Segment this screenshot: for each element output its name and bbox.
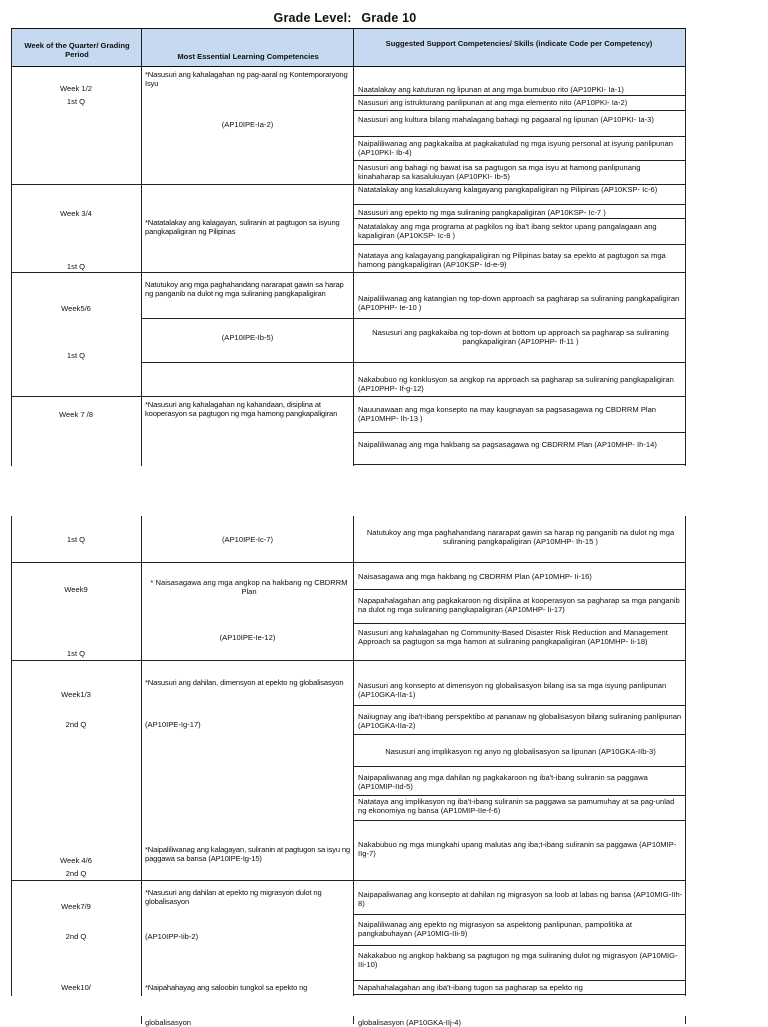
support-competency: Naipapaliwanag ang mga dahilan ng pagkakaroon ng iba't-ibang suliranin sa paggawa (AP10MIP-IId-5): [358, 773, 648, 792]
quarter-label: 2nd Q: [65, 720, 87, 729]
grade-level-value: Grade 10: [361, 11, 417, 25]
week-label: Week 3/4: [60, 209, 92, 218]
page-title: [0, 11, 690, 25]
header-support: Suggested Support Competencies/ Skills (indicate Code per Competency): [385, 39, 653, 48]
grid-line: [11, 562, 685, 563]
quarter-label: 1st Q: [66, 97, 86, 106]
grid-line: [353, 589, 685, 590]
melc-code: (AP10IPE-Ie-12): [219, 633, 276, 642]
grid-line: [353, 980, 685, 981]
grid-line: [141, 318, 685, 319]
grid-line: [353, 914, 685, 915]
grid-line: [353, 705, 685, 706]
grid-line: [353, 204, 685, 205]
support-competency: Naipaliliwanag ang katangian ng top-down approach sa pagharap sa suliraning pangkapaligiran (AP10PHP- Ie-10 ): [358, 294, 680, 313]
support-competency: Natataya ang implikasyon ng iba't-ibang suliranin sa paggawa sa pamumuhay at sa pag-unlad ng ekonomiya ng bansa (AP10MIP-IIe-f-6): [358, 797, 675, 816]
quarter-label: 1st Q: [66, 351, 86, 360]
grid-line: [11, 66, 685, 67]
support-competency: Nakakabuo ng angkop hakbang sa pagtugon ng mga suliraning dulot ng migrasyon (AP10MIG-IIi-10): [358, 951, 678, 970]
melc-text: *Nasusuri ang kahalagahan ng kahandaan, disiplina at kooperasyon sa pagtugon ng mga hamong pangkapaligiran: [145, 400, 338, 419]
support-competency: Naipapaliwanag ang konsepto at dahilan ng migrasyon sa loob at labas ng bansa (AP10MIG-IIh-8): [358, 890, 683, 909]
support-competency: Nasusuri ang implikasyon ng anyo ng globalisasyon sa lipunan (AP10GKA-IIb-3): [385, 747, 656, 756]
grid-line: [685, 516, 686, 996]
grid-line: [11, 880, 685, 881]
support-competency: Natataya ang kalagayang pangkapaligiran ng Pilipinas batay sa epekto at pagtugon sa mga hamong pangkapaligiran (AP10KSP- Id-e-9): [358, 251, 666, 270]
grid-line: [11, 28, 685, 29]
support-competency: Nasusuri ang kahalagahan ng Community-Based Disaster Risk Reduction and Management Approach sa pagtugon sa mga hamon at suliraning pangkapaligiran (AP10MHP- Ii-18): [358, 628, 668, 647]
melc-text: *Naipaliliwanag ang kalagayan, suliranin at pagtugon sa isyu ng paggawa sa bansa (AP10IPE-Ig-15): [145, 845, 351, 864]
melc-text: globalisasyon: [145, 1018, 192, 1027]
support-competency: Naiiugnay ang iba't-ibang perspektibo at pananaw ng globalisasyon bilang suliraning panlipunan (AP10GKA-IIa-2): [358, 712, 682, 731]
melc-code: (AP10IPE-Ib-5): [221, 333, 274, 342]
support-competency: Nasusuri ang kultura bilang mahalagang bahagi ng pagaaral ng lipunan (AP10PKI- Ia-3): [358, 115, 654, 124]
melc-code: (AP10IPE-Ig-17): [145, 720, 201, 729]
melc-text: * Naisasagawa ang mga angkop na hakbang ng CBDRRM Plan: [150, 578, 348, 597]
support-competency: Napapahalagahan ang pagkakaroon ng disiplina at kooperasyon sa pagharap sa mga panganib na dulot ng mga suliraning pangkapaligiran (AP10MHP- Ii-17): [358, 596, 680, 615]
melc-code: (AP10IPP-Iib-2): [145, 932, 199, 941]
melc-text: *Nasusuri ang dahilan, dimensyon at epekto ng globalisasyon: [145, 678, 344, 687]
melc-code: (AP10IPE-Ic-7): [221, 535, 274, 544]
grid-line: [353, 795, 685, 796]
header-week: Week of the Quarter/ Grading Period: [24, 41, 130, 60]
week-label: Week 7 /8: [58, 410, 94, 419]
support-competency: Nakabubuo ng konklusyon sa angkop na approach sa pagharap sa suliraning pangkapaligiran (AP10PHP- If-g-12): [358, 375, 674, 394]
grid-line: [141, 516, 142, 996]
grid-line: [353, 623, 685, 624]
grid-line: [353, 160, 685, 161]
grid-line: [353, 766, 685, 767]
support-competency: Naatalakay ang katuturan ng lipunan at ang mga bumubuo rito (AP10PKI- Ia-1): [358, 85, 624, 94]
grid-line: [353, 95, 685, 96]
grid-line: [141, 362, 685, 363]
support-competency: Natutukoy ang mga paghahandang nararapat gawin sa harap ng panganib na dulot ng mga suliraning pangkapaligiran (AP10MHP- Ih-15 ): [366, 528, 675, 547]
week-label: Week5/6: [61, 304, 91, 313]
support-competency: Naipaliliwanag ang pagkakaiba at pagkakatulad ng mga isyung personal at isyung panlipunan (AP10PKI- Ib-4): [358, 139, 673, 158]
grid-line: [11, 28, 12, 466]
grid-line: [353, 516, 354, 996]
melc-text: *Natatalakay ang kalagayan, suliranin at pagtugon sa isyung pangkapaligiran ng Pilipinas: [145, 218, 340, 237]
grid-line: [353, 218, 685, 219]
grid-line: [353, 28, 354, 466]
week-label: Week7/9: [61, 902, 91, 911]
support-competency: Nasusuri ang pagkakaiba ng top-down at bottom up approach sa pagharap sa suliraning pangkapaligiran (AP10PHP- If-11 ): [372, 328, 669, 347]
melc-text: Natutukoy ang mga paghahandang nararapat gawin sa harap ng panganib na dulot ng mga suliraning pangkapaligiran: [145, 280, 344, 299]
quarter-label: 1st Q: [66, 262, 86, 271]
support-competency: Naipaliliwanag ang epekto ng migrasyon sa aspektong panlipunan, pampolitika at pangkabuhayan (AP10MIG-IIi-9): [358, 920, 632, 939]
grid-line: [353, 734, 685, 735]
melc-text: *Naipahahayag ang saloobin tungkol sa epekto ng: [145, 983, 308, 992]
support-competency: Naipaliliwanag ang mga hakbang sa pagsasagawa ng CBDRRM Plan (AP10MHP- Ih-14): [358, 440, 657, 449]
support-competency: Nasusuri ang bahagi ng bawat isa sa pagtugon sa mga isyu at hamong panlipunang kinahaharap sa kasalukuyan (AP10PKI- Ib-5): [358, 163, 641, 182]
support-competency: Napahahalagahan ang iba't-ibang tugon sa pagharap sa epekto ng: [358, 983, 583, 992]
support-competency: Natatalakay ang mga programa at pagkilos ng iba't ibang sektor upang pangalagaan ang kapaligiran (AP10KSP- Ic-8 ): [358, 222, 657, 241]
grid-line: [353, 110, 685, 111]
grid-line: [353, 244, 685, 245]
grid-line: [353, 945, 685, 946]
week-label: Week9: [64, 585, 88, 594]
quarter-label: 2nd Q: [65, 869, 87, 878]
support-competency: Naisasagawa ang mga hakbang ng CBDRRM Plan (AP10MHP- Ii-16): [358, 572, 592, 581]
grid-line: [353, 136, 685, 137]
grid-line: [685, 28, 686, 466]
grid-line: [141, 28, 142, 466]
header-melc: Most Essential Learning Competencies: [177, 52, 319, 61]
support-competency: globalisasyon (AP10GKA-IIj-4): [358, 1018, 461, 1027]
support-competency: Nasusuri ang epekto ng mga suliraning pangkapaligiran (AP10KSP- Ic-7 ): [358, 208, 606, 217]
week-label: Week 4/6: [60, 856, 92, 865]
week-label: Week 1/2: [60, 84, 92, 93]
grid-line: [11, 660, 685, 661]
support-competency: Natatalakay ang kasalukuyang kalagayang pangkapaligiran ng Pilipinas (AP10KSP- Ic-6): [358, 185, 658, 194]
melc-text: *Nasusuri ang kahalagahan ng pag-aaral ng Kontemporaryong Isyu: [145, 70, 348, 89]
melc-text: *Nasusuri ang dahilan at epekto ng migrasyon dulot ng globalisasyon: [145, 888, 322, 907]
quarter-label: 1st Q: [66, 649, 86, 658]
grid-line: [353, 820, 685, 821]
support-competency: Nasusuri ang konsepto at dimensyon ng globalisasyon bilang isa sa mga isyung panlipunan (AP10GKA-IIa-1): [358, 681, 667, 700]
week-label: Week10/: [61, 983, 91, 992]
quarter-label: 2nd Q: [65, 932, 87, 941]
grid-line: [685, 1016, 686, 1024]
grid-line: [11, 272, 685, 273]
support-competency: Nauunawaan ang mga konsepto na may kaugnayan sa pagsasagawa ng CBDRRM Plan (AP10MHP- Ih-13 ): [358, 405, 657, 424]
grid-line: [353, 1016, 354, 1024]
support-competency: Nakabubuo ng mga mungkahi upang malutas ang iba;t-ibang suliranin sa paggawa (AP10MIP-IIg-7): [358, 840, 677, 859]
grade-level-label: Grade Level:: [273, 11, 352, 25]
support-competency: Nasusuri ang istrukturang panlipunan at ang mga elemento nito (AP10PKI- Ia-2): [358, 98, 628, 107]
grid-line: [353, 464, 685, 465]
grid-line: [11, 396, 685, 397]
quarter-label: 1st Q: [66, 535, 86, 544]
melc-code: (AP10IPE-Ia-2): [221, 120, 274, 129]
grid-line: [353, 994, 685, 995]
grid-line: [141, 1016, 142, 1024]
week-label: Week1/3: [61, 690, 91, 699]
grid-line: [353, 432, 685, 433]
